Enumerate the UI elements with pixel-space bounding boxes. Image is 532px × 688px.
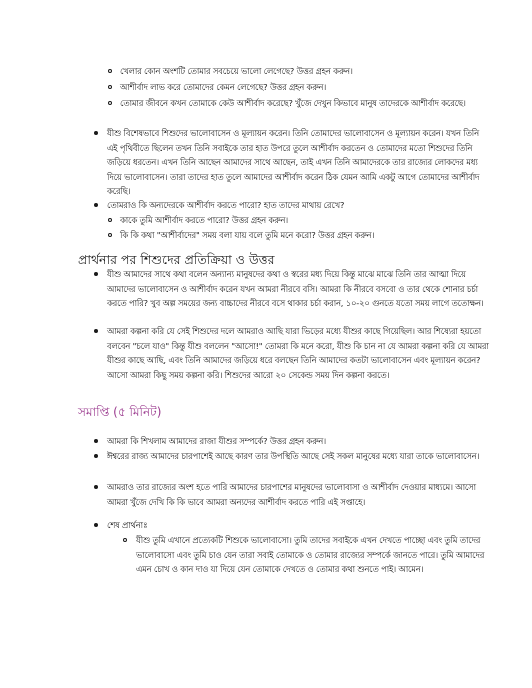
hollow-bullet-icon — [108, 69, 112, 73]
bullet-icon — [94, 272, 98, 276]
hollow-bullet-icon — [108, 233, 112, 237]
sub-item: আশীর্বাদ লাভ করে তোমাদের কেমন লেগেছে? উত্তর গ্রহন করুন। — [120, 80, 490, 95]
sub-item: খেলার কোন অংশটি তোমার সবচেয়ে ভালো লেগেছে? উত্তর গ্রহন করুন। — [120, 64, 490, 79]
bullet-icon — [94, 485, 98, 489]
bullet-item: যীশু আমাদের সাথে কথা বলেন অন্যান্য মানুষদের কথা ও স্বরের মধ্য দিয়ে কিন্তু মাঝে মাঝে তিনি তার আত্মা দিয়ে আমাদের ভালোবাসেন ও আশীর্বাদ করেন যখন আমরা নীরবে বসি। আমরা কি নীরবে বসবো ও তার থেকে শোনার চর্চা করতে পারি? খুব অল্প সময়ের জন্য বাচ্চাদের নীরবে বসে থাকার চর্চা করান, ১০-২০ গুনতে যতো সময় লাগে ততোক্ষন। — [107, 267, 489, 311]
hollow-bullet-icon — [108, 218, 112, 222]
bullet-item: আমরা কি শিখলাম আমাদের রাজা যীশুর সম্পর্কে? উত্তর গ্রহন করুন। — [107, 434, 489, 449]
bullet-icon — [94, 523, 98, 527]
bullet-icon — [94, 203, 98, 207]
section-heading: প্রার্থনার পর শিশুদের প্রতিক্রিয়া ও উত্তর — [78, 252, 275, 267]
bullet-item: আমরা কল্পনা করি যে সেই শিশুদের দলে আমরাও আছি যারা ভিড়ের মধ্যে যীশুর কাছে গিয়েছিল। আর শিষ্যেরা হয়তো বলবেন "চলে যাও" কিন্তু যীশু বললেন "আসো!" তোমরা কি মনে করো, যীশু কি চান না যে আমরা কল্পনা করি যে আমরা যীশুর কাছে আছি, এবং তিনি আমাদের জড়িয়ে ধরে বলছেন তিনি আমাদের কতটা ভালোবাসেন এবং মূল্যায়ন করেন? আসো আমরা কিছু সময় কল্পনা করি। শিশুদের আরো ২০ সেকেন্ড সময় দিন কল্পনা করতে। — [107, 324, 489, 382]
bullet-item: ঈশ্বরের রাজ্য আমাদের চারপাশেই আছে কারণ তার উপস্থিতি আছে সেই সকল মানুষের মধ্যে যারা তাকে ভালোবাসেন। — [107, 449, 489, 464]
prayer-text: যীশু তুমি এখানে প্রত্যেকটি শিশুকে ভালোবাসো। তুমি তাদের সবাইকে এখন দেখতে পাচ্ছো এবং তুমি তাদের ভালোবাসো এবং তুমি চাও যেন তারা সবাই তোমাকে ও তোমার রাজ্যের সম্পর্কে জানতে পারে। তুমি আমাদের এমন চোখ ও কান দাও যা দিয়ে যেন তোমাকে দেখতে ও তোমার কথা শুনতে পাই। আমেন। — [136, 533, 488, 577]
bullet-item: যীশু বিশেষভাবে শিশুদের ভালোবাসেন ও মূল্যায়ন করেন। তিনি তোমাদের ভালোবাসেন ও মূল্যায়ন করেন। যখন তিনি এই পৃথিবীতে ছিলেন তখন তিনি সবাইকে তার হাত উপরে তুলে আশীর্বাদ করতেন ও তোমাদের মতো শিশুদের তিনি জড়িয়ে ধরতেন। এখন তিনি আছেন আমাদের সাথে আছেন, তাই এখন তিনি আমাদেরকে তার রাজ্যের লোকদের মধ্য দিয়ে ভালোবাসেন। তারা তাদের হাত তুলে আমাদের আশীর্বাদ করেন ঠিক যেমন আমি একটু আগে তোমাদের আশীর্বাদ করেছি। — [107, 126, 489, 199]
bullet-item: আমরাও তার রাজ্যের অংশ হতে পারি আমাদের চারপাশের মানুষদের ভালোবাসা ও আশীর্বাদ দেওয়ার মাধ্যমে। আসো আমরা খুঁজে দেখি কি কি ভাবে আমরা অন্যদের আশীর্বাদ করতে পারি এই সপ্তাহে। — [107, 480, 489, 509]
bullet-item: শেষ প্রার্থনাঃ — [107, 518, 489, 533]
sub-item: কাকে তুমি আশীর্বাদ করতে পারো? উত্তর গ্রহন করুন। — [120, 213, 490, 228]
section-heading: সমাপ্তি (৫ মিনিট) — [78, 405, 162, 419]
bullet-icon — [94, 131, 98, 135]
sub-item: তোমার জীবনে কখন তোমাকে কেউ আশীর্বাদ করেছে? খুঁজে দেখুন কিভাবে মানুষ তাদেরকে আশীর্বাদ করেছে। — [120, 96, 482, 111]
hollow-bullet-icon — [108, 85, 112, 89]
bullet-icon — [94, 454, 98, 458]
bullet-icon — [94, 439, 98, 443]
bullet-item: তোমরাও কি অন্যদেরকে আশীর্বাদ করতে পারো? হাত তাদের মাথায় রেখে? — [107, 198, 489, 213]
hollow-bullet-icon — [108, 101, 112, 105]
bullet-icon — [94, 329, 98, 333]
hollow-bullet-icon — [123, 538, 127, 542]
sub-item: কি কি কথা "আশীর্বাদের" সময় বলা যায় বলে তুমি মনে করো? উত্তর গ্রহন করুন। — [120, 228, 490, 243]
